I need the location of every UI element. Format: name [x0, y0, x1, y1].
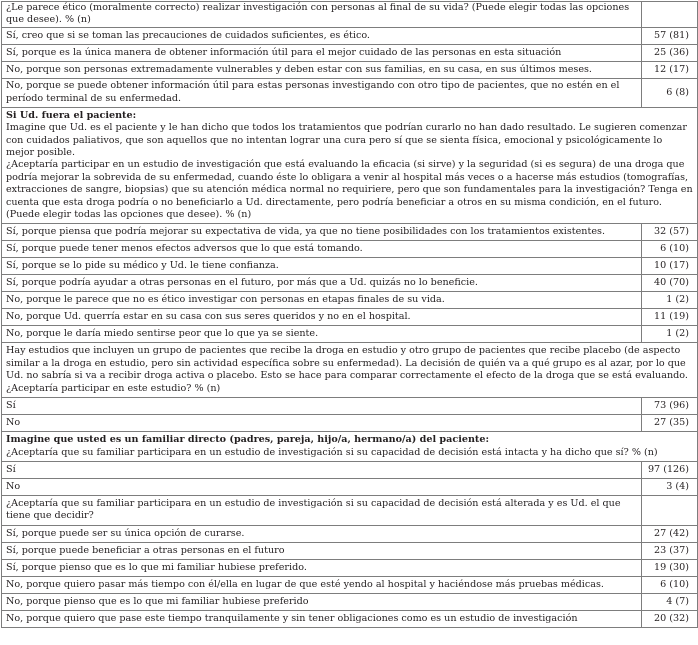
- option-value: 12 (17): [642, 61, 698, 78]
- question-text: ¿Aceptaría que su familiar participara en un estudio de investigación si su capacidad de decisión está alterada y es Ud. el que tiene que decidir?: [2, 495, 642, 525]
- option-label: No, porque pienso que es lo que mi familiar hubiese preferido: [2, 593, 642, 610]
- option-value: 1 (2): [642, 292, 698, 309]
- option-value: 1 (2): [642, 326, 698, 343]
- section-cell: [2, 432, 698, 462]
- option-row: [2, 27, 698, 44]
- option-row: [2, 593, 698, 610]
- option-row: [2, 224, 698, 241]
- option-value: 57 (81): [642, 27, 698, 44]
- option-label: No, porque le daría miedo sentirse peor que lo que ya se siente.: [2, 326, 642, 343]
- option-value: 20 (32): [642, 610, 698, 627]
- option-row: [2, 559, 698, 576]
- option-row: [2, 461, 698, 478]
- option-label: Sí, porque se lo pide su médico y Ud. le tiene confianza.: [2, 258, 642, 275]
- option-value: 73 (96): [642, 398, 698, 415]
- option-label: No, porque son personas extremadamente vulnerables y deben estar con sus familias, en su casa, en sus últimos meses.: [2, 61, 642, 78]
- option-label: Sí, porque podría ayudar a otras personas en el futuro, por más que a Ud. quizás no lo beneficie.: [2, 275, 642, 292]
- option-value: 23 (37): [642, 542, 698, 559]
- option-row: [2, 478, 698, 495]
- option-label: No, porque Ud. querría estar en su casa con sus seres queridos y no en el hospital.: [2, 309, 642, 326]
- section-row: [2, 107, 698, 224]
- option-value: 3 (4): [642, 478, 698, 495]
- option-row: [2, 309, 698, 326]
- option-row: [2, 275, 698, 292]
- option-value: 27 (42): [642, 525, 698, 542]
- option-label: Sí, porque pienso que es lo que mi familiar hubiese preferido.: [2, 559, 642, 576]
- option-label: No, porque le parece que no es ético investigar con personas en etapas finales de su vida.: [2, 292, 642, 309]
- question-text: Hay estudios que incluyen un grupo de pacientes que recibe la droga en estudio y otro grupo de pacientes que recibe placebo (de aspecto similar a la droga en estudio, pero sin actividad específica sobre su enfermedad). La decisión de quién va a qué grupo es al azar, por lo que Ud. no sabría si va a recibir droga activa o placebo. Esto se hace para comparar correctamente el efecto de la droga que se está evaluando. ¿Aceptaría participar en este estudio? % (n): [2, 343, 698, 398]
- option-label: Sí, porque puede ser su única opción de curarse.: [2, 525, 642, 542]
- option-row: [2, 292, 698, 309]
- option-label: No: [2, 478, 642, 495]
- option-label: No, porque se puede obtener información útil para estas personas investigando con otro tipo de pacientes, que no estén en el período terminal de su enfermedad.: [2, 78, 642, 107]
- option-row: [2, 576, 698, 593]
- option-label: No, porque quiero pasar más tiempo con él/ella en lugar de que esté yendo al hospital y haciéndose más pruebas médicas.: [2, 576, 642, 593]
- option-label: Sí, porque es la única manera de obtener información útil para el mejor cuidado de las personas en esta situación: [2, 44, 642, 61]
- option-value: 6 (8): [642, 78, 698, 107]
- option-row: [2, 398, 698, 415]
- option-label: Sí, porque puede beneficiar a otras personas en el futuro: [2, 542, 642, 559]
- question-text: ¿Aceptaría participar en un estudio de investigación que está evaluando la eficacia (si sirve) y la seguridad (si es segura) de una droga que podría mejorar la sobrevida de su enfermedad, cuando éste lo obligara a venir al hospital más veces o a hacerse más estudios (tomografías, extracciones de sangre, biopsias) que su atención médica normal no requiriere, pero que son fundamentales para la investigación? Tenga en cuenta que esta droga podría o no beneficiarlo a Ud. directamente, pero podría beneficiar a otros en su misma condición, en el futuro. (Puede elegir todas las opciones que desee). % (n): [6, 159, 693, 221]
- question-row: [2, 343, 698, 398]
- option-row: [2, 61, 698, 78]
- value-cell: [642, 2, 698, 28]
- option-label: No, porque quiero que pase este tiempo tranquilamente y sin tener obligaciones como es un estudio de investigación: [2, 610, 642, 627]
- option-value: 4 (7): [642, 593, 698, 610]
- survey-table: [1, 1, 698, 628]
- option-value: 40 (70): [642, 275, 698, 292]
- option-value: 11 (19): [642, 309, 698, 326]
- question-row: [2, 2, 698, 28]
- option-label: No: [2, 415, 642, 432]
- section-intro: Imagine que Ud. es el paciente y le han dicho que todos los tratamientos que podrían curarlo no han dado resultado. Le sugieren comenzar con cuidados paliativos, que son aquellos que no intentan lograr una cura pero sí que se sienta física, emocional y psicológicamente lo mejor posible.: [6, 122, 687, 159]
- option-value: 25 (36): [642, 44, 698, 61]
- value-cell: [642, 495, 698, 525]
- option-label: Sí, porque puede tener menos efectos adversos que lo que está tomando.: [2, 241, 642, 258]
- option-label: Sí: [2, 461, 642, 478]
- question-row: [2, 495, 698, 525]
- section-row: [2, 432, 698, 462]
- option-value: 97 (126): [642, 461, 698, 478]
- section-cell: [2, 107, 698, 224]
- option-row: [2, 610, 698, 627]
- option-row: [2, 44, 698, 61]
- option-row: [2, 78, 698, 107]
- section-title: Imagine que usted es un familiar directo (padres, pareja, hijo/a, hermano/a) del paciente:: [6, 434, 489, 446]
- option-value: 32 (57): [642, 224, 698, 241]
- question-text: ¿Le parece ético (moralmente correcto) realizar investigación con personas al final de su vida? (Puede elegir todas las opciones que desee). % (n): [2, 2, 642, 28]
- option-label: Sí, creo que si se toman las precauciones de cuidados suficientes, es ético.: [2, 27, 642, 44]
- option-value: 19 (30): [642, 559, 698, 576]
- option-value: 10 (17): [642, 258, 698, 275]
- option-label: Sí, porque piensa que podría mejorar su expectativa de vida, ya que no tiene posibilidades con los tratamientos existentes.: [2, 224, 642, 241]
- option-row: [2, 241, 698, 258]
- option-row: [2, 258, 698, 275]
- option-label: Sí: [2, 398, 642, 415]
- option-value: 27 (35): [642, 415, 698, 432]
- option-row: [2, 326, 698, 343]
- option-row: [2, 525, 698, 542]
- option-value: 6 (10): [642, 576, 698, 593]
- section-title: Si Ud. fuera el paciente:: [6, 109, 137, 121]
- question-text: ¿Aceptaría que su familiar participara en un estudio de investigación si su capacidad de decisión está intacta y ha dicho que sí? % (n): [6, 446, 658, 458]
- option-row: [2, 542, 698, 559]
- option-value: 6 (10): [642, 241, 698, 258]
- option-row: [2, 415, 698, 432]
